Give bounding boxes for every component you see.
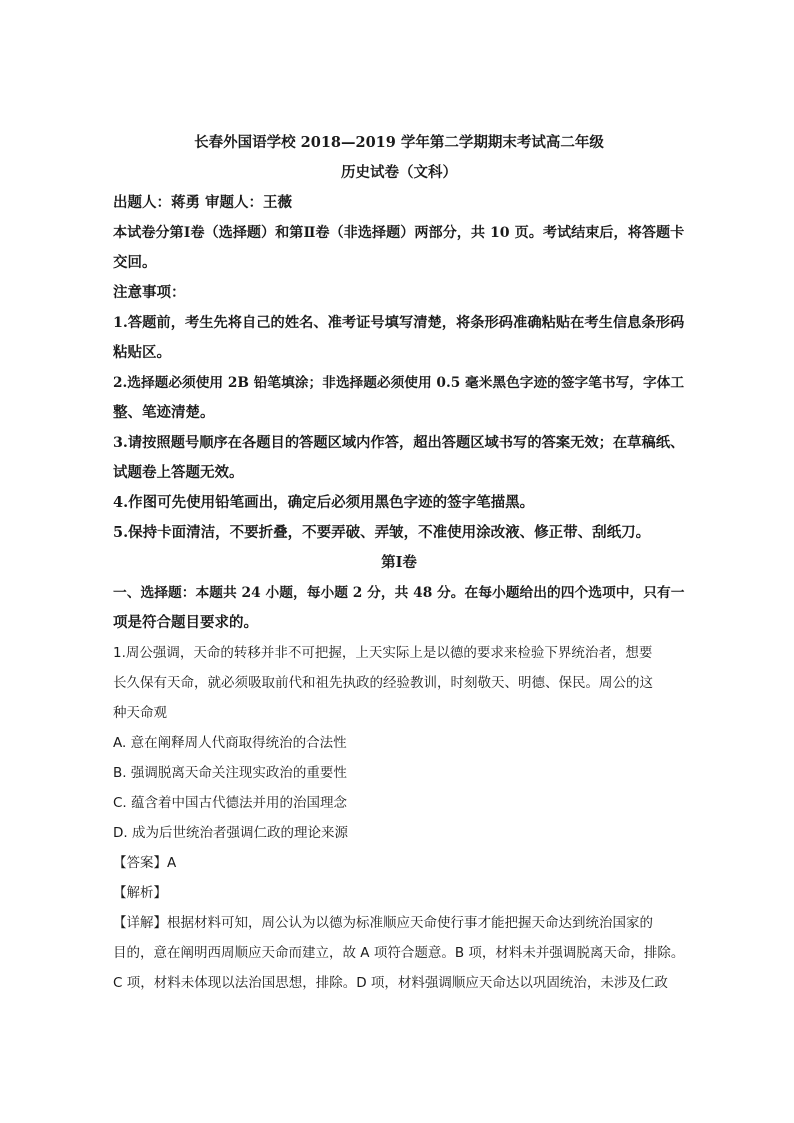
intro-line-2: 交回。 — [113, 254, 157, 271]
detail-line-1: 【详解】根据材料可知，周公认为以德为标准顺应天命使行事才能把握天命达到统治国家的 — [113, 915, 653, 931]
authors-line: 出题人：蒋勇 审题人：王薇 — [113, 194, 293, 211]
volume-heading: 第Ⅰ卷 — [381, 554, 417, 571]
option-a: A. 意在阐释周人代商取得统治的合法性 — [113, 735, 347, 751]
analysis-label: 【解析】 — [113, 885, 167, 901]
question-1-stem-line-1: 1.周公强调，天命的转移并非不可把握，上天实际上是以德的要求来检验下界统治者，想要 — [113, 645, 653, 661]
option-b: B. 强调脱离天命关注现实政治的重要性 — [113, 765, 347, 781]
detail-line-3: C 项，材料未体现以法治国思想，排除。D 项，材料强调顺应天命达以巩固统治，未涉及仁政 — [113, 975, 668, 991]
intro-line-1: 本试卷分第Ⅰ卷（选择题）和第Ⅱ卷（非选择题）两部分，共 10 页。考试结束后，将答题卡 — [113, 225, 685, 241]
option-d: D. 成为后世统治者强调仁政的理论来源 — [113, 825, 348, 841]
notes-heading: 注意事项： — [113, 284, 186, 301]
section-heading-line-1: 一、选择题：本题共 24 小题，每小题 2 分，共 48 分。在每小题给出的四个选项中，只有一 — [113, 585, 685, 601]
question-1-stem-line-3: 种天命观 — [113, 705, 167, 721]
detail-line-2: 目的，意在阐明西周顺应天命而建立，故 A 项符合题意。B 项，材料未并强调脱离天命，排除。 — [113, 945, 685, 961]
section-heading-line-2: 项是符合题目要求的。 — [113, 614, 258, 631]
question-1-stem-line-2: 长久保有天命，就必须吸取前代和祖先执政的经验教训，时刻敬天、明德、保民。周公的这 — [113, 675, 653, 691]
option-c: C. 蕴含着中国古代德法并用的治国理念 — [113, 795, 348, 811]
note-2-line-2: 整、笔迹清楚。 — [113, 404, 215, 421]
note-3-line-1: 3.请按照题号顺序在各题目的答题区域内作答，超出答题区域书写的答案无效；在草稿纸、 — [113, 435, 685, 451]
note-2-line-1: 2.选择题必须使用 2B 铅笔填涂；非选择题必须使用 0.5 毫米黑色字迹的签字笔书写，字体工 — [113, 375, 685, 391]
answer-line: 【答案】A — [113, 855, 177, 871]
note-1-line-1: 1.答题前，考生先将自己的姓名、准考证号填写清楚，将条形码准确粘贴在考生信息条形码 — [113, 315, 685, 331]
school-title: 长春外国语学校 2018—2019 学年第二学期期末考试高二年级 — [194, 134, 604, 151]
note-3-line-2: 试题卷上答题无效。 — [113, 464, 244, 481]
exam-page — [113, 128, 685, 998]
note-1-line-2: 粘贴区。 — [113, 344, 171, 361]
note-5: 5.保持卡面清洁，不要折叠，不要弄破、弄皱，不准使用涂改液、修正带、刮纸刀。 — [113, 524, 651, 541]
note-4: 4.作图可先使用铅笔画出，确定后必须用黑色字迹的签字笔描黑。 — [113, 494, 535, 511]
subject-title: 历史试卷（文科） — [341, 164, 457, 181]
